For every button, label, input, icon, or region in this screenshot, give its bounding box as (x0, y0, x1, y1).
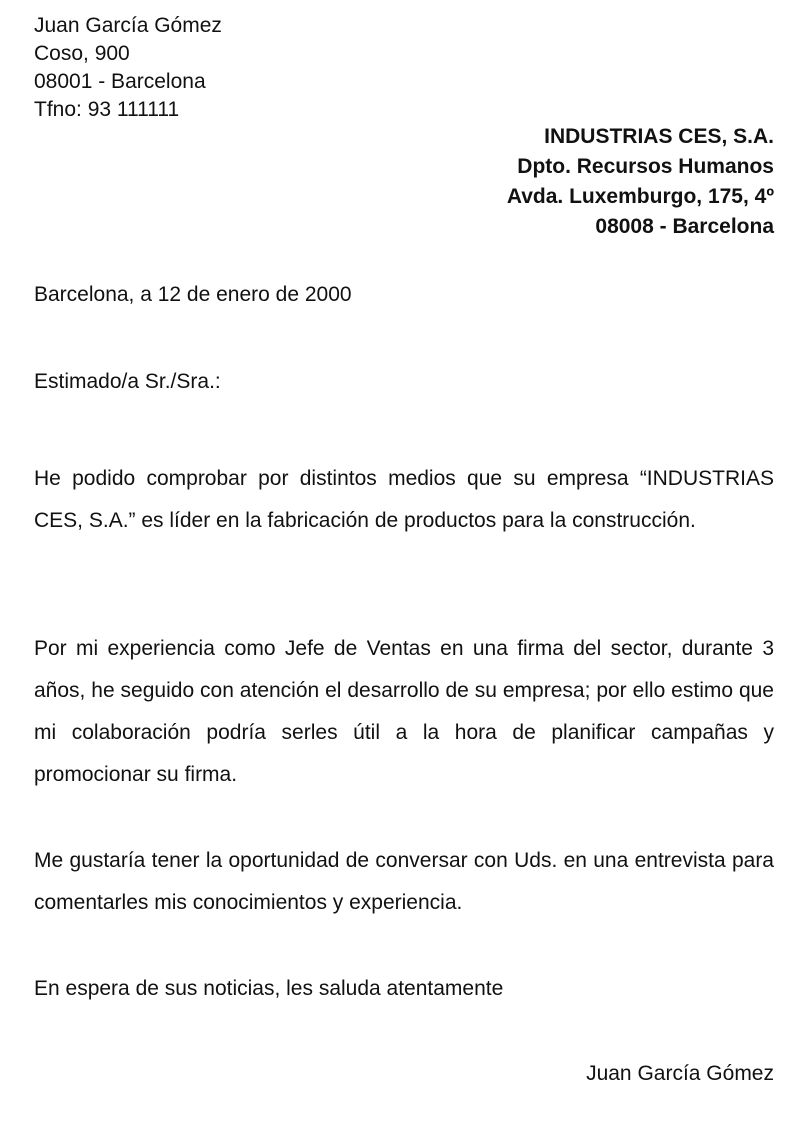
body-paragraph: Por mi experiencia como Jefe de Ventas en una firma del sector, durante 3 años, he seguido con atención el desarrollo de su empresa; por ello estimo que mi colaboración podría serles útil a la hora de planificar campañas y promocionar su firma. (34, 637, 774, 786)
recipient-address-block (507, 122, 774, 242)
recipient-address: Avda. Luxemburgo, 175, 4º (506, 185, 774, 208)
sender-phone: Tfno: 93 111111 (34, 98, 180, 121)
recipient-company: INDUSTRIAS CES, S.A. (544, 125, 774, 148)
body-paragraph: He podido comprobar por distintos medios que su empresa “INDUSTRIAS CES, S.A.” es líder en la fabricación de productos para la construcción. (34, 467, 774, 532)
recipient-city: 08008 - Barcelona (595, 215, 774, 238)
body-paragraph: Me gustaría tener la oportunidad de conversar con Uds. en una entrevista para comentarles mis conocimientos y experiencia. (34, 849, 774, 914)
closing-line: En espera de sus noticias, les saluda atentamente (34, 977, 504, 1000)
salutation: Estimado/a Sr./Sra.: (34, 370, 221, 393)
sender-city: 08001 - Barcelona (34, 70, 206, 93)
date-line: Barcelona, a 12 de enero de 2000 (34, 283, 352, 306)
recipient-department: Dpto. Recursos Humanos (517, 155, 774, 178)
sender-street: Coso, 900 (34, 42, 130, 65)
sender-name: Juan García Gómez (34, 14, 222, 37)
signature-name: Juan García Gómez (586, 1062, 774, 1085)
sender-address-block (34, 12, 222, 124)
